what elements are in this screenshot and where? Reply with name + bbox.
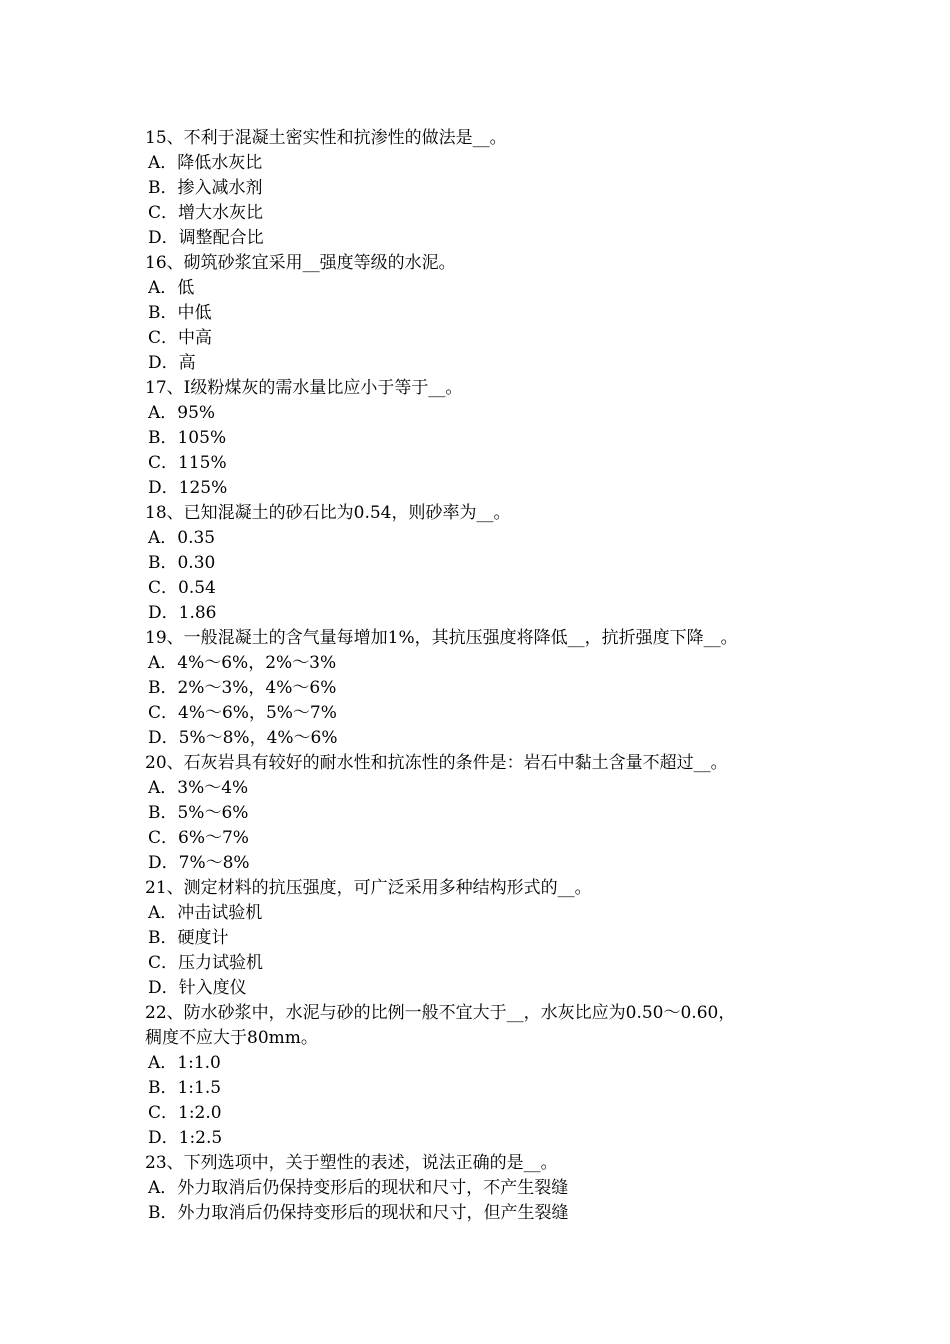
option-16-d: D．高 (148, 353, 196, 373)
option-21-d: D．针入度仪 (148, 978, 247, 998)
option-19-c: C．4%～6%，5%～7% (148, 703, 337, 723)
question-18: 18、已知混凝土的砂石比为0.54，则砂率为__。 (145, 503, 511, 523)
question-19: 19、一般混凝土的含气量每增加1%，其抗压强度将降低__，抗折强度下降__。 (145, 628, 738, 648)
option-21-c: C．压力试验机 (148, 953, 264, 973)
question-22: 22、防水砂浆中，水泥与砂的比例一般不宜大于__，水灰比应为0.50～0.60， (145, 1003, 736, 1023)
question-20: 20、石灰岩具有较好的耐水性和抗冻性的条件是：岩石中黏土含量不超过__。 (145, 753, 728, 773)
question-21: 21、测定材料的抗压强度，可广泛采用多种结构形式的__。 (145, 878, 592, 898)
option-18-c: C．0.54 (148, 578, 216, 598)
option-15-a: A．降低水灰比 (148, 153, 263, 173)
option-22-d: D．1:2.5 (148, 1128, 223, 1148)
option-20-b: B．5%～6% (148, 803, 249, 823)
option-19-d: D．5%～8%，4%～6% (148, 728, 338, 748)
option-17-b: B．105% (148, 428, 227, 448)
option-20-d: D．7%～8% (148, 853, 250, 873)
question-23: 23、下列选项中，关于塑性的表述，说法正确的是__。 (145, 1153, 558, 1173)
option-20-a: A．3%～4% (148, 778, 249, 798)
option-16-b: B．中低 (148, 303, 212, 323)
option-18-b: B．0.30 (148, 553, 216, 573)
question-16: 16、砌筑砂浆宜采用__强度等级的水泥。 (145, 253, 456, 273)
option-22-b: B．1:1.5 (148, 1078, 222, 1098)
question-22-continuation: 稠度不应大于80mm。 (145, 1028, 318, 1048)
option-16-c: C．中高 (148, 328, 213, 348)
option-15-b: B．掺入减水剂 (148, 178, 263, 198)
option-19-a: A．4%～6%，2%～3% (148, 653, 337, 673)
option-20-c: C．6%～7% (148, 828, 249, 848)
option-22-a: A．1:1.0 (148, 1053, 221, 1073)
question-15: 15、不利于混凝土密实性和抗渗性的做法是__。 (145, 128, 507, 148)
option-18-d: D．1.86 (148, 603, 217, 623)
option-21-a: A．冲击试验机 (148, 903, 263, 923)
option-17-c: C．115% (148, 453, 227, 473)
question-list (145, 126, 805, 1226)
option-17-d: D．125% (148, 478, 228, 498)
question-17: 17、Ⅰ级粉煤灰的需水量比应小于等于__。 (145, 378, 463, 398)
option-15-c: C．增大水灰比 (148, 203, 264, 223)
option-19-b: B．2%～3%，4%～6% (148, 678, 337, 698)
option-16-a: A．低 (148, 278, 195, 298)
option-15-d: D．调整配合比 (148, 228, 264, 248)
option-23-a: A．外力取消后仍保持变形后的现状和尺寸，不产生裂缝 (148, 1178, 569, 1198)
option-23-b: B．外力取消后仍保持变形后的现状和尺寸，但产生裂缝 (148, 1203, 569, 1223)
option-21-b: B．硬度计 (148, 928, 229, 948)
option-22-c: C．1:2.0 (148, 1103, 222, 1123)
option-17-a: A．95% (148, 403, 216, 423)
option-18-a: A．0.35 (148, 528, 216, 548)
